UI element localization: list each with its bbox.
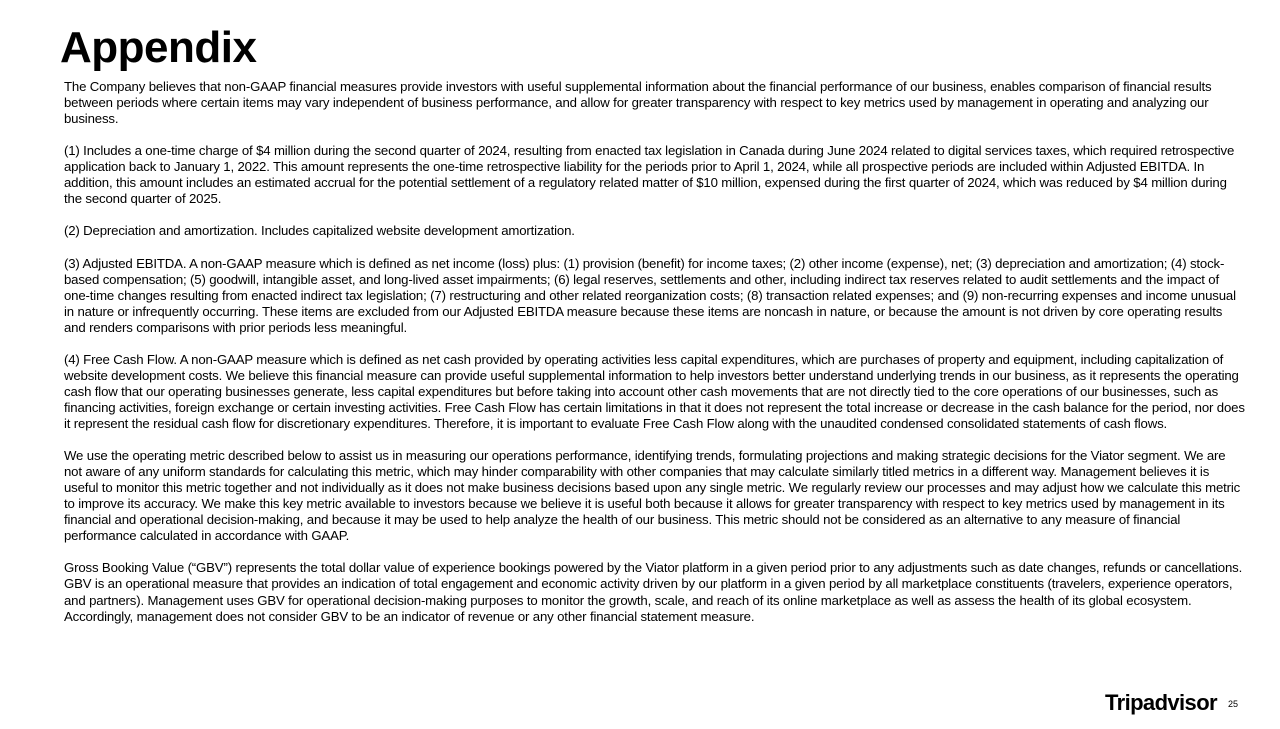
footnote-4-free-cash-flow: (4) Free Cash Flow. A non-GAAP measure which is defined as net cash provided by operating activities less capital expenditures, which are purchases of property and equipment, including capitalization of website development costs. We believe this financial measure can provide useful supplemental information to help investors better understand underlying trends in our business, as it represents the operating cash flow that our operating businesses generate, less capital expenditures but before taking into account other cash movements that are not directly tied to the core operations of our businesses, such as financing activities, foreign exchange or certain investing activities. Free Cash Flow has certain limitations in that it does not represent the total increase or decrease in the cash balance for the period, nor does it represent the residual cash flow for discretionary expenditures. Therefore, it is important to evaluate Free Cash Flow along with the unaudited condensed consolidated statements of cash flows. bbox=[64, 351, 1245, 431]
footnote-1: (1) Includes a one-time charge of $4 million during the second quarter of 2024, resulting from enacted tax legislation in Canada during June 2024 related to digital services taxes, which required retrospective application back to January 1, 2022. This amount represents the one-time retrospective liability for the periods prior to April 1, 2024, while all prospective periods are included within Adjusted EBITDA. In addition, this amount includes an estimated accrual for the potential settlement of a regulatory related matter of $10 million, expensed during the first quarter of 2024, which was reduced by $4 million during the second quarter of 2025. bbox=[64, 143, 1235, 207]
paragraph-gbv-definition: Gross Booking Value (“GBV”) represents the total dollar value of experience bookings powered by the Viator platform in a given period prior to any adjustments such as date changes, refunds or cancellations. GBV is an operational measure that provides an indication of total engagement and economic activity driven by our platform in a given period by all marketplace constituents (travelers, experience operators, and partners). Management uses GBV for operational decision-making purposes to monitor the growth, scale, and reach of its online marketplace as well as assess the health of its global ecosystem. Accordingly, management does not consider GBV to be an indicator of revenue or any other financial statement measure. bbox=[64, 560, 1243, 624]
page-title: Appendix bbox=[60, 23, 257, 72]
footnote-3-adjusted-ebitda: (3) Adjusted EBITDA. A non-GAAP measure which is defined as net income (loss) plus: (1) provision (benefit) for income taxes; (2) other income (expense), net; (3) depreciation and amortization; (4) stock-based compensation; (5) goodwill, intangible asset, and long-lived asset impairments; (6) legal reserves, settlements and other, including indirect tax reserves related to audit settlements and the impact of one-time changes resulting from enacted indirect tax legislation; (7) restructuring and other related reorganization costs; (8) transaction related expenses; and (9) non-recurring expenses and income unusual in nature or infrequently occurring. These items are excluded from our Adjusted EBITDA measure because these items are noncash in nature, or because the amount is not driven by core operating results and renders comparisons with prior periods less meaningful. bbox=[64, 255, 1236, 335]
paragraph-operating-metric: We use the operating metric described below to assist us in measuring our operations performance, identifying trends, formulating projections and making strategic decisions for the Viator segment. We are not aware of any uniform standards for calculating this metric, which may hinder comparability with other companies that may calculate similarly titled metrics in a different way. Management believes it is useful to monitor this metric together and not individually as it does not make business decisions based upon any single metric. We regularly review our processes and may adjust how we calculate this metric to improve its accuracy. We make this key metric available to investors because we believe it is useful both because it allows for greater transparency with respect to key metrics used by management in its financial and operational decision-making, and because it may be used to help analyze the health of our business. This metric should not be considered as an alternative to any measure of financial performance calculated in accordance with GAAP. bbox=[64, 448, 1241, 544]
paragraph-intro: The Company believes that non-GAAP financial measures provide investors with useful supplemental information about the financial performance of our business, enables comparison of financial results between periods where certain items may vary independent of business performance, and allow for greater transparency with respect to key metrics used by management in operating and analyzing our business. bbox=[64, 79, 1212, 127]
appendix-body bbox=[64, 79, 1246, 625]
footnote-2: (2) Depreciation and amortization. Includes capitalized website development amortization. bbox=[64, 223, 575, 239]
page-number: 25 bbox=[1228, 699, 1239, 709]
tripadvisor-logo: Tripadvisor bbox=[1105, 690, 1217, 715]
